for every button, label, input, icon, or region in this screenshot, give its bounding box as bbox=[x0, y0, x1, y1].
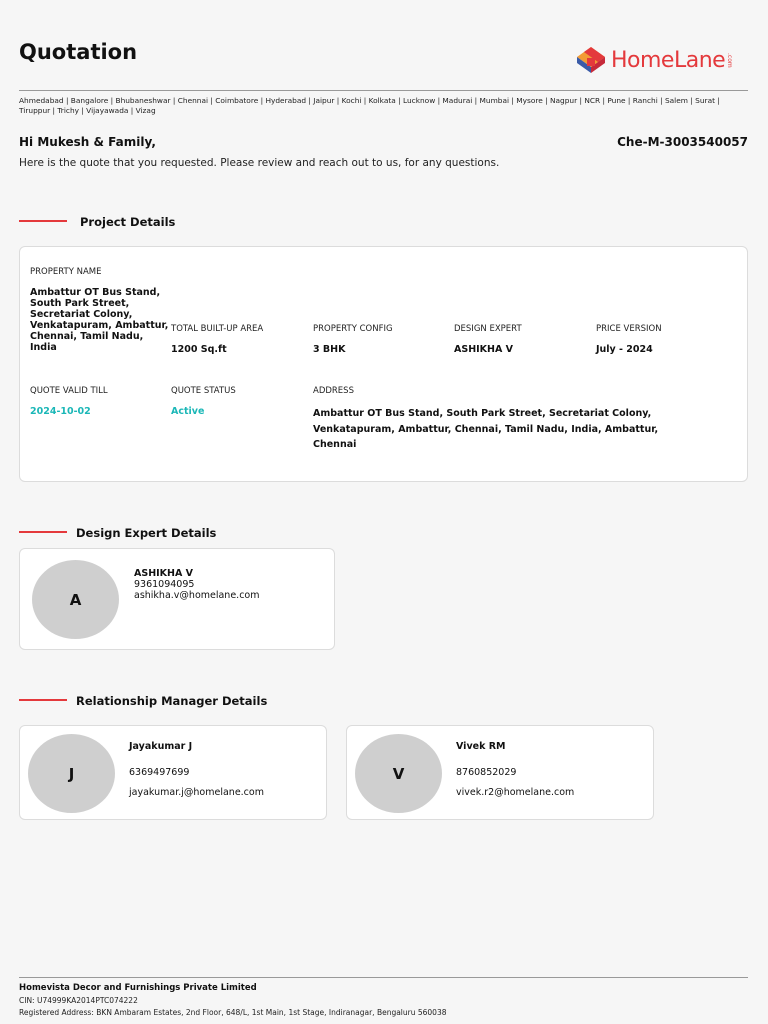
section-accent-line bbox=[19, 220, 67, 222]
footer-company: Homevista Decor and Furnishings Private Limited bbox=[19, 983, 257, 993]
expert-value: ASHIKHA V bbox=[454, 344, 514, 355]
expert-label: DESIGN EXPERT bbox=[454, 324, 522, 334]
design-expert-title: Design Expert Details bbox=[76, 526, 217, 540]
expert-email: ashikha.v@homelane.com bbox=[134, 590, 260, 601]
price-version-label: PRICE VERSION bbox=[596, 324, 662, 334]
manager-card bbox=[19, 725, 327, 820]
relationship-manager-title: Relationship Manager Details bbox=[76, 694, 268, 708]
area-label: TOTAL BUILT-UP AREA bbox=[171, 324, 264, 334]
valid-till-value: 2024-10-02 bbox=[30, 406, 91, 417]
valid-till-label: QUOTE VALID TILL bbox=[30, 386, 108, 396]
manager-email: vivek.r2@homelane.com bbox=[456, 787, 575, 798]
expert-name: ASHIKHA V bbox=[134, 568, 194, 579]
brand-logo bbox=[576, 46, 733, 74]
property-name-label: PROPERTY NAME bbox=[30, 267, 102, 277]
footer-address: Registered Address: BKN Ambaram Estates, 2nd Floor, 648/L, 1st Main, 1st Stage, Indiranagar, Bengaluru 560038 bbox=[19, 1008, 447, 1017]
expert-phone: 9361094095 bbox=[134, 579, 195, 590]
page-title: Quotation bbox=[19, 40, 138, 64]
greeting: Hi Mukesh & Family, bbox=[19, 135, 156, 149]
section-accent-line bbox=[19, 699, 67, 701]
manager-phone: 6369497699 bbox=[129, 767, 190, 778]
manager-card bbox=[346, 725, 654, 820]
quote-id: Che-M-3003540057 bbox=[617, 135, 748, 149]
price-version-value: July - 2024 bbox=[596, 344, 653, 355]
intro-text: Here is the quote that you requested. Please review and reach out to us, for any questions. bbox=[19, 157, 500, 169]
quote-status-label: QUOTE STATUS bbox=[171, 386, 236, 396]
manager-phone: 8760852029 bbox=[456, 767, 517, 778]
avatar: J bbox=[28, 734, 115, 813]
quote-status-value: Active bbox=[171, 406, 205, 417]
footer-cin: CIN: U74999KA2014PTC074222 bbox=[19, 996, 138, 1005]
area-value: 1200 Sq.ft bbox=[171, 344, 227, 355]
config-value: 3 BHK bbox=[313, 344, 346, 355]
brand-suffix: .com bbox=[726, 52, 734, 68]
footer-divider bbox=[19, 977, 748, 978]
address-label: ADDRESS bbox=[313, 386, 354, 396]
section-accent-line bbox=[19, 531, 67, 533]
manager-name: Jayakumar J bbox=[129, 741, 193, 752]
avatar: A bbox=[32, 560, 119, 639]
manager-email: jayakumar.j@homelane.com bbox=[129, 787, 264, 798]
manager-name: Vivek RM bbox=[456, 741, 506, 752]
project-details-title: Project Details bbox=[80, 215, 176, 229]
homelane-logo-icon bbox=[576, 46, 606, 74]
project-details-card bbox=[19, 246, 748, 482]
address-value: Ambattur OT Bus Stand, South Park Street, Secretariat Colony, Venkatapuram, Ambattur, Chennai, Tamil Nadu, India, Ambattur, Chennai bbox=[313, 408, 659, 450]
city-list: Ahmedabad | Bangalore | Bhubaneshwar | Chennai | Coimbatore | Hyderabad | Jaipur | Kochi | Kolkata | Lucknow | Madurai | Mumbai | Mysore | Nagpur | NCR | Pune | Ranchi | Salem | Surat | Tiruppur | Trichy | Vijayawada | Vizag bbox=[19, 96, 720, 115]
design-expert-card bbox=[19, 548, 335, 650]
header-divider bbox=[19, 90, 748, 91]
avatar: V bbox=[355, 734, 442, 813]
brand-name: HomeLane bbox=[611, 47, 726, 73]
property-name-value: Ambattur OT Bus Stand, South Park Street, Secretariat Colony, Venkatapuram, Ambattur, Chennai, Tamil Nadu, India bbox=[30, 287, 169, 353]
config-label: PROPERTY CONFIG bbox=[313, 324, 393, 334]
